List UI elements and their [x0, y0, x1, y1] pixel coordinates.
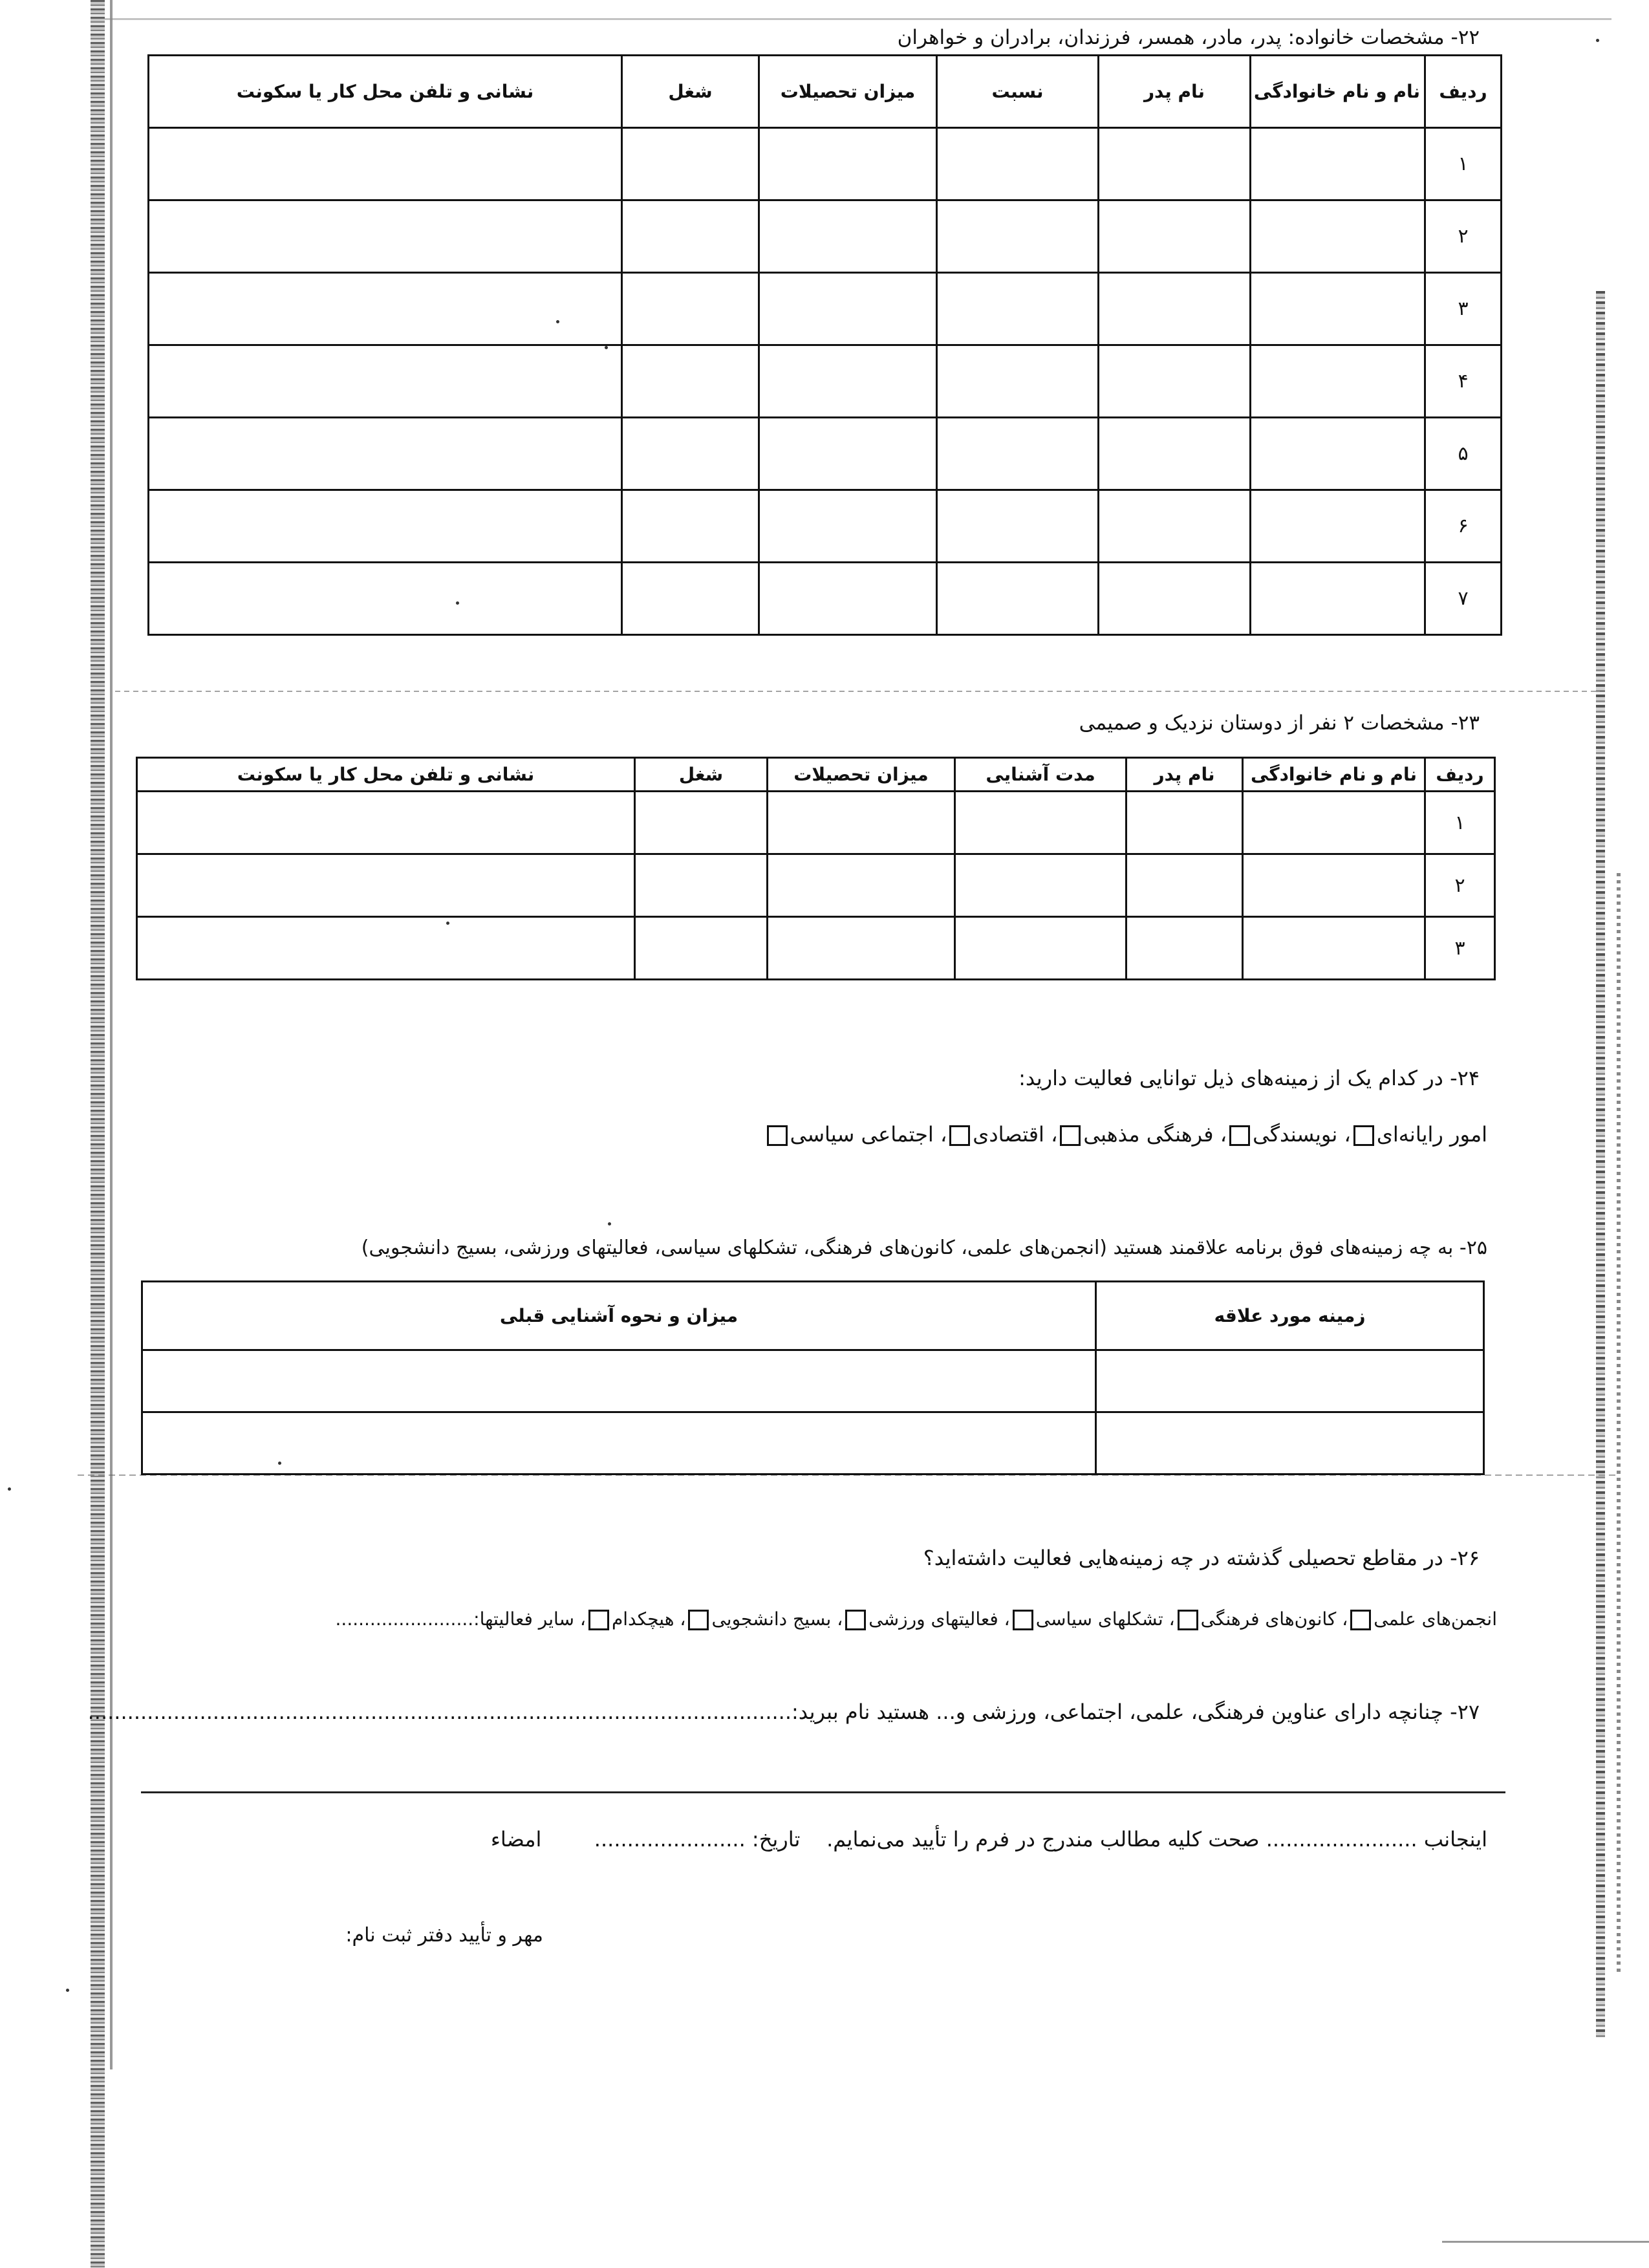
- table-cell[interactable]: [622, 273, 759, 345]
- table-cell[interactable]: [1251, 563, 1425, 635]
- table-cell[interactable]: [635, 917, 768, 980]
- table-cell[interactable]: [137, 792, 635, 854]
- table-cell[interactable]: [1099, 490, 1251, 563]
- table-cell[interactable]: [622, 490, 759, 563]
- table-cell[interactable]: [937, 490, 1099, 563]
- friends-table: [136, 757, 1496, 980]
- table-row: [149, 200, 1502, 273]
- table-cell[interactable]: [1126, 792, 1243, 854]
- table-cell[interactable]: [937, 563, 1099, 635]
- column-header: نام پدر: [1126, 758, 1243, 792]
- column-header: شغل: [622, 56, 759, 128]
- checkbox[interactable]: [1013, 1610, 1033, 1630]
- table-row: [142, 1412, 1484, 1474]
- section-24-question: ۲۴- در کدام یک از زمینه‌های ذیل توانایی فعالیت دارید:: [1018, 1066, 1480, 1090]
- table-row: [149, 563, 1502, 635]
- table-cell[interactable]: [622, 345, 759, 418]
- table-cell[interactable]: [635, 792, 768, 854]
- column-header: نسبت: [937, 56, 1099, 128]
- row-number: ۱: [1425, 128, 1502, 200]
- option-label: فعالیتهای ورزشی: [868, 1608, 998, 1630]
- table-cell[interactable]: [768, 792, 955, 854]
- table-cell[interactable]: [1251, 128, 1425, 200]
- scan-top-rule: [105, 18, 1611, 20]
- row-number: ۲: [1425, 854, 1495, 917]
- table-row: [149, 490, 1502, 563]
- checkbox[interactable]: [767, 1125, 788, 1146]
- checkbox[interactable]: [1178, 1610, 1198, 1630]
- column-header: نشانی و تلفن محل کار یا سکونت: [149, 56, 622, 128]
- table-cell[interactable]: [955, 792, 1126, 854]
- declaration-line: [491, 1827, 1487, 1852]
- option-label: انجمن‌های علمی: [1374, 1608, 1497, 1630]
- row-number: ۳: [1425, 273, 1502, 345]
- row-number: ۱: [1425, 792, 1495, 854]
- divider-line: [141, 1791, 1505, 1793]
- table-cell[interactable]: [1243, 854, 1425, 917]
- section-27-dots: ...........................................................................................................: [87, 1700, 792, 1724]
- table-cell[interactable]: [1099, 345, 1251, 418]
- row-number: ۴: [1425, 345, 1502, 418]
- option-label: بسیج دانشجویی: [711, 1608, 832, 1630]
- scan-speck: [278, 1462, 281, 1465]
- table-cell[interactable]: [768, 917, 955, 980]
- table-cell[interactable]: [937, 418, 1099, 490]
- table-header-row: [149, 56, 1502, 128]
- table-cell[interactable]: [759, 128, 937, 200]
- option-label: هیچکدام: [611, 1608, 674, 1630]
- table-row: [137, 792, 1495, 854]
- table-cell[interactable]: [622, 563, 759, 635]
- section-27-question: [88, 1700, 1480, 1724]
- table-cell[interactable]: [768, 854, 955, 917]
- table-cell[interactable]: [1126, 917, 1243, 980]
- column-header: ردیف: [1425, 56, 1502, 128]
- option-label: اجتماعی سیاسی: [790, 1122, 934, 1147]
- table-cell[interactable]: [759, 418, 937, 490]
- table-cell[interactable]: [635, 854, 768, 917]
- table-cell[interactable]: [149, 273, 622, 345]
- scan-edge-left-line: [110, 0, 113, 2069]
- column-header: میزان تحصیلات: [768, 758, 955, 792]
- checkbox[interactable]: [1060, 1125, 1081, 1146]
- section-26-question: ۲۶- در مقاطع تحصیلی گذشته در چه زمینه‌هایی فعالیت داشته‌اید؟: [923, 1546, 1480, 1570]
- table-cell[interactable]: [1251, 200, 1425, 273]
- section-23-heading: ۲۳- مشخصات ۲ نفر از دوستان نزدیک و صمیمی: [1079, 711, 1480, 735]
- table-cell[interactable]: [149, 200, 622, 273]
- date-label: تاریخ:: [751, 1827, 801, 1852]
- scan-speck: [608, 1222, 611, 1226]
- column-header: نشانی و تلفن محل کار یا سکونت: [137, 758, 635, 792]
- table-cell[interactable]: [622, 200, 759, 273]
- date-dots: .......................: [594, 1827, 746, 1852]
- section-24-options: امور رایانه‌ای، نویسندگی، فرهنگی مذهبی، اقتصادی، اجتماعی سیاسی: [764, 1122, 1487, 1147]
- table-cell[interactable]: [955, 917, 1126, 980]
- table-cell[interactable]: [142, 1412, 1096, 1474]
- table-cell[interactable]: [149, 563, 622, 635]
- table-cell[interactable]: [955, 854, 1126, 917]
- scan-speck: [8, 1487, 11, 1491]
- table-cell[interactable]: [759, 200, 937, 273]
- scan-edge-right: [1596, 291, 1605, 2037]
- table-header-row: [137, 758, 1495, 792]
- other-activities-label: سایر فعالیتها:: [473, 1608, 574, 1630]
- checkbox[interactable]: [688, 1610, 709, 1630]
- option-label: امور رایانه‌ای: [1376, 1122, 1487, 1147]
- table-cell[interactable]: [759, 273, 937, 345]
- table-cell[interactable]: [1099, 200, 1251, 273]
- scan-bottom-rule: [1442, 2241, 1649, 2243]
- section-27-label: ۲۷- چنانچه دارای عناوین فرهنگی، علمی، اجتماعی، ورزشی و... هستید نام ببرید:: [792, 1700, 1480, 1724]
- other-activities-dots[interactable]: ........................: [335, 1608, 474, 1630]
- column-header: نام پدر: [1099, 56, 1251, 128]
- table-cell[interactable]: [759, 490, 937, 563]
- row-number: ۶: [1425, 490, 1502, 563]
- checkbox[interactable]: [1229, 1125, 1250, 1146]
- option-label: اقتصادی: [973, 1122, 1044, 1147]
- column-header: مدت آشنایی: [955, 758, 1126, 792]
- checkbox[interactable]: [1353, 1125, 1374, 1146]
- table-row: [137, 854, 1495, 917]
- signature-label: امضاء: [490, 1827, 542, 1852]
- scan-speck: [605, 346, 608, 349]
- declaration-prefix: اینجانب: [1423, 1827, 1487, 1852]
- row-number: ۲: [1425, 200, 1502, 273]
- section-22-heading: ۲۲- مشخصات خانواده: پدر، مادر، همسر، فرزندان، برادران و خواهران: [897, 26, 1480, 49]
- table-row: [149, 128, 1502, 200]
- scan-edge-left: [91, 0, 105, 2268]
- option-label: فرهنگی مذهبی: [1083, 1122, 1214, 1147]
- table-cell[interactable]: [149, 418, 622, 490]
- table-cell[interactable]: [1243, 917, 1425, 980]
- declaration-name-dots: .......................: [1266, 1827, 1417, 1852]
- table-cell[interactable]: [149, 128, 622, 200]
- table-row: [137, 917, 1495, 980]
- table-cell[interactable]: [149, 490, 622, 563]
- table-cell[interactable]: [937, 128, 1099, 200]
- stamp-label: مهر و تأیید دفتر ثبت نام:: [345, 1924, 543, 1947]
- scan-speck: [556, 320, 559, 323]
- table-cell[interactable]: [759, 345, 937, 418]
- scan-edge-right-dashes: [1617, 873, 1621, 1972]
- table-cell[interactable]: [1096, 1350, 1484, 1412]
- section-25-question: ۲۵- به چه زمینه‌های فوق برنامه علاقمند هستید (انجمن‌های علمی، کانون‌های فرهنگی، تشکلهای سیاسی، فعالیتهای ورزشی، بسیج دانشجویی): [361, 1237, 1487, 1259]
- option-label: نویسندگی: [1253, 1122, 1338, 1147]
- row-number: ۳: [1425, 917, 1495, 980]
- table-cell[interactable]: [137, 917, 635, 980]
- checkbox[interactable]: [845, 1610, 866, 1630]
- interests-table: [141, 1280, 1485, 1475]
- table-header-row: [142, 1282, 1484, 1350]
- scan-speck: [446, 922, 449, 925]
- table-cell[interactable]: [1243, 792, 1425, 854]
- column-header: میزان تحصیلات: [759, 56, 937, 128]
- column-header: میزان و نحوه آشنایی قبلی: [142, 1282, 1096, 1350]
- table-cell[interactable]: [1099, 418, 1251, 490]
- table-cell[interactable]: [937, 200, 1099, 273]
- column-header: نام و نام خانوادگی: [1243, 758, 1425, 792]
- option-label: تشکلهای سیاسی: [1035, 1608, 1163, 1630]
- table-cell[interactable]: [937, 273, 1099, 345]
- scan-speck: [456, 601, 459, 605]
- row-number: ۵: [1425, 418, 1502, 490]
- checkbox[interactable]: [1350, 1610, 1371, 1630]
- table-row: [149, 273, 1502, 345]
- row-number: ۷: [1425, 563, 1502, 635]
- family-table: [147, 54, 1502, 636]
- table-cell[interactable]: [1126, 854, 1243, 917]
- scan-speck: [66, 1989, 69, 1992]
- column-header: نام و نام خانوادگی: [1251, 56, 1425, 128]
- declaration-statement: صحت کلیه مطالب مندرج در فرم را تأیید می‌نمایم.: [826, 1827, 1260, 1852]
- table-cell[interactable]: [1251, 490, 1425, 563]
- table-cell[interactable]: [137, 854, 635, 917]
- column-header: شغل: [635, 758, 768, 792]
- checkbox[interactable]: [949, 1125, 970, 1146]
- table-cell[interactable]: [759, 563, 937, 635]
- column-header: ردیف: [1425, 758, 1495, 792]
- table-cell[interactable]: [1099, 273, 1251, 345]
- scan-speck: [1596, 39, 1599, 42]
- table-cell[interactable]: [142, 1350, 1096, 1412]
- table-cell[interactable]: [1251, 273, 1425, 345]
- table-row: [149, 418, 1502, 490]
- table-cell[interactable]: [937, 345, 1099, 418]
- table-cell[interactable]: [1099, 128, 1251, 200]
- table-row: [142, 1350, 1484, 1412]
- table-cell[interactable]: [149, 345, 622, 418]
- table-cell[interactable]: [1099, 563, 1251, 635]
- table-cell[interactable]: [622, 128, 759, 200]
- table-cell[interactable]: [622, 418, 759, 490]
- option-label: کانون‌های فرهنگی: [1200, 1608, 1337, 1630]
- section-26-options: انجمن‌های علمی، کانون‌های فرهنگی، تشکلهای سیاسی، فعالیتهای ورزشی، بسیج دانشجویی، هیچکدام، سایر فعالیتها:........................: [335, 1608, 1497, 1630]
- column-header: زمینه مورد علاقه: [1096, 1282, 1484, 1350]
- table-cell[interactable]: [1251, 345, 1425, 418]
- table-row: [149, 345, 1502, 418]
- table-cell[interactable]: [1251, 418, 1425, 490]
- table-cell[interactable]: [1096, 1412, 1484, 1474]
- checkbox[interactable]: [588, 1610, 609, 1630]
- scan-fold-rule: [115, 691, 1609, 692]
